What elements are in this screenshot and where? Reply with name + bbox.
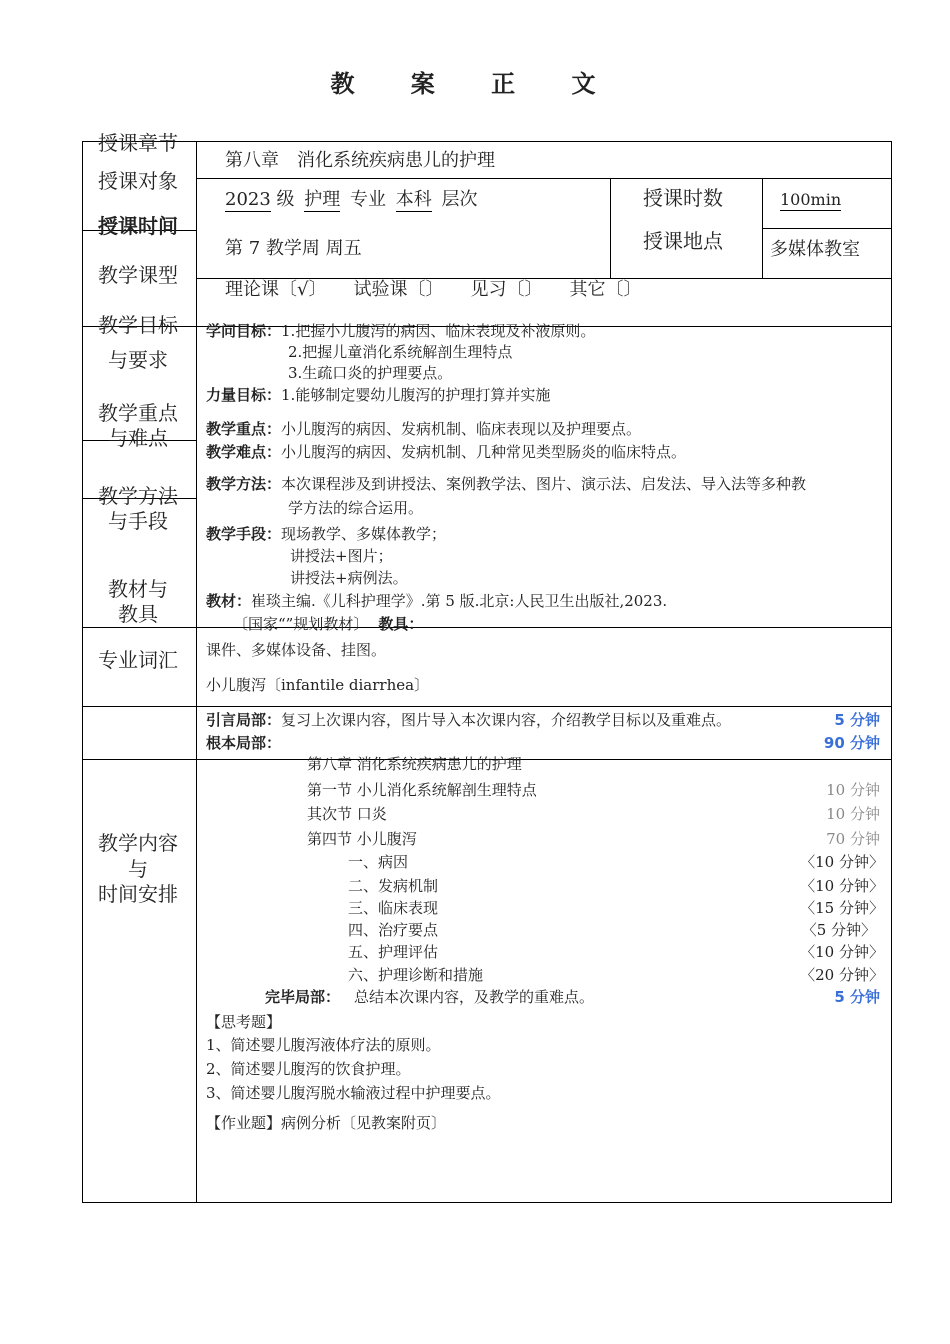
teaching-method-2: 学方法的综合运用。: [288, 499, 424, 517]
sub-item: 一、病因: [348, 853, 409, 871]
audience-major-suffix: 专业: [350, 189, 387, 210]
label-hours: 授课时数: [643, 186, 723, 210]
goal-ability: 力量目标：1.能够制定婴幼儿腹泻的护理打算并实施: [206, 386, 551, 404]
difficult-points: 教学难点：小儿腹泻的病因、发病机制、几种常见类型肠炎的临床特点。: [206, 443, 687, 461]
label-place: 授课地点: [643, 229, 723, 253]
goal-knowledge: 学问目标：1.把握小儿腹泻的病因、临床表现及补液原则。: [206, 322, 596, 340]
sub-item: 五、护理评估: [348, 943, 439, 961]
homework: 【作业题】病例分析〔见教案附页〕: [206, 1114, 447, 1132]
sub-item-time: 〈5 分钟〉: [801, 921, 876, 939]
question-item: 2、简述婴儿腹泻的饮食护理。: [206, 1060, 411, 1078]
label-key-1: 教学重点: [98, 401, 178, 425]
label-goals-1: 教学目标: [98, 313, 178, 337]
label-goals-2: 与要求: [108, 348, 168, 372]
label-method-2: 与手段: [108, 509, 168, 533]
main-time: 90 分钟: [823, 734, 880, 752]
label-key-2: 与难点: [108, 426, 168, 450]
type-value: 理论课〔√〕 试验课〔〕 见习〔〕 其它〔〕: [225, 279, 642, 300]
audience-level: 本科: [395, 189, 432, 210]
teaching-means: 教学手段：现场教学、多媒体教学；: [206, 525, 447, 543]
label-audience: 授课对象: [98, 169, 178, 193]
hours-value: 100min: [780, 190, 842, 209]
page-title: 教 案 正 文: [330, 69, 620, 98]
question-item: 3、简述婴儿腹泻脱水输液过程中护理要点。: [206, 1084, 501, 1102]
sub-item: 四、治疗要点: [348, 921, 439, 939]
ending-part: 完毕局部： 总结本次课内容，及教学的重难点。: [265, 988, 595, 1006]
intro-time: 5 分钟: [834, 711, 880, 729]
textbook-2: 〔国家“”规划教材〕 教具：: [233, 615, 424, 633]
teaching-means-3: 讲授法+病例法。: [290, 569, 408, 587]
outline-time: 10 分钟: [826, 781, 880, 799]
ending-time: 5 分钟: [834, 988, 880, 1006]
sub-item-time: 〈10 分钟〉: [800, 943, 884, 961]
key-points: 教学重点：小儿腹泻的病因、发病机制、临床表现以及护理要点。: [206, 420, 642, 438]
label-chapter: 授课章节: [98, 131, 178, 155]
outline-item: 第一节 小儿消化系统解剖生理特点: [307, 781, 537, 799]
label-content-2: 与: [128, 857, 148, 881]
label-time: 授课时间: [98, 214, 178, 238]
outline-item: 第八章 消化系统疾病患儿的护理: [307, 755, 522, 773]
outline-item: 其次节 口炎: [307, 805, 387, 823]
intro-part: 引言局部：复习上次课内容，图片导入本次课内容，介绍教学目标以及重难点。: [206, 711, 732, 729]
outline-time: 10 分钟: [826, 805, 880, 823]
label-content-1: 教学内容: [98, 831, 178, 855]
label-content-3: 时间安排: [98, 882, 178, 906]
time-value: 第 7 教学周 周五: [225, 238, 362, 259]
sub-item-time: 〈10 分钟〉: [800, 853, 884, 871]
audience-year: 2023: [225, 189, 271, 210]
main-part-label: 根本局部：: [206, 734, 282, 752]
questions-title: 【思考题】: [206, 1013, 282, 1031]
goal-knowledge-3: 3.生疏口炎的护理要点。: [288, 364, 453, 382]
label-material-2: 教具: [118, 602, 158, 626]
sub-item-time: 〈10 分钟〉: [800, 877, 884, 895]
audience-level-suffix: 层次: [441, 189, 478, 210]
vocab-value: 小儿腹泻〔infantile diarrhea〕: [206, 676, 430, 694]
sub-item-time: 〈15 分钟〉: [800, 899, 884, 917]
place-value: 多媒体教室: [770, 239, 860, 260]
question-item: 1、简述婴儿腹泻液体疗法的原则。: [206, 1036, 441, 1054]
label-material-1: 教材与: [108, 577, 168, 601]
textbook: 教材：崔琰主编.《儿科护理学》.第 5 版.北京:人民卫生出版社,2023.: [206, 592, 668, 610]
audience-major: 护理: [304, 189, 341, 210]
sub-item: 三、临床表现: [348, 899, 439, 917]
teaching-method: 教学方法：本次课程涉及到讲授法、案例教学法、图片、演示法、启发法、导入法等多种教: [206, 475, 807, 493]
sub-item: 六、护理诊断和措施: [348, 966, 484, 984]
label-method-1: 教学方法: [98, 484, 178, 508]
goal-knowledge-2: 2.把握儿童消化系统解剖生理特点: [288, 343, 513, 361]
sub-item: 二、发病机制: [348, 877, 439, 895]
chapter-value: 第八章 消化系统疾病患儿的护理: [225, 150, 495, 171]
audience-line: [225, 185, 477, 211]
audience-year-suffix: 级: [276, 189, 295, 210]
label-type: 教学课型: [98, 263, 178, 287]
outline-item: 第四节 小儿腹泻: [307, 830, 417, 848]
teaching-means-2: 讲授法+图片；: [290, 547, 393, 565]
label-vocab: 专业词汇: [98, 648, 178, 672]
outline-time: 70 分钟: [826, 830, 880, 848]
teaching-tools: 课件、多媒体设备、挂图。: [206, 641, 387, 659]
sub-item-time: 〈20 分钟〉: [800, 966, 884, 984]
